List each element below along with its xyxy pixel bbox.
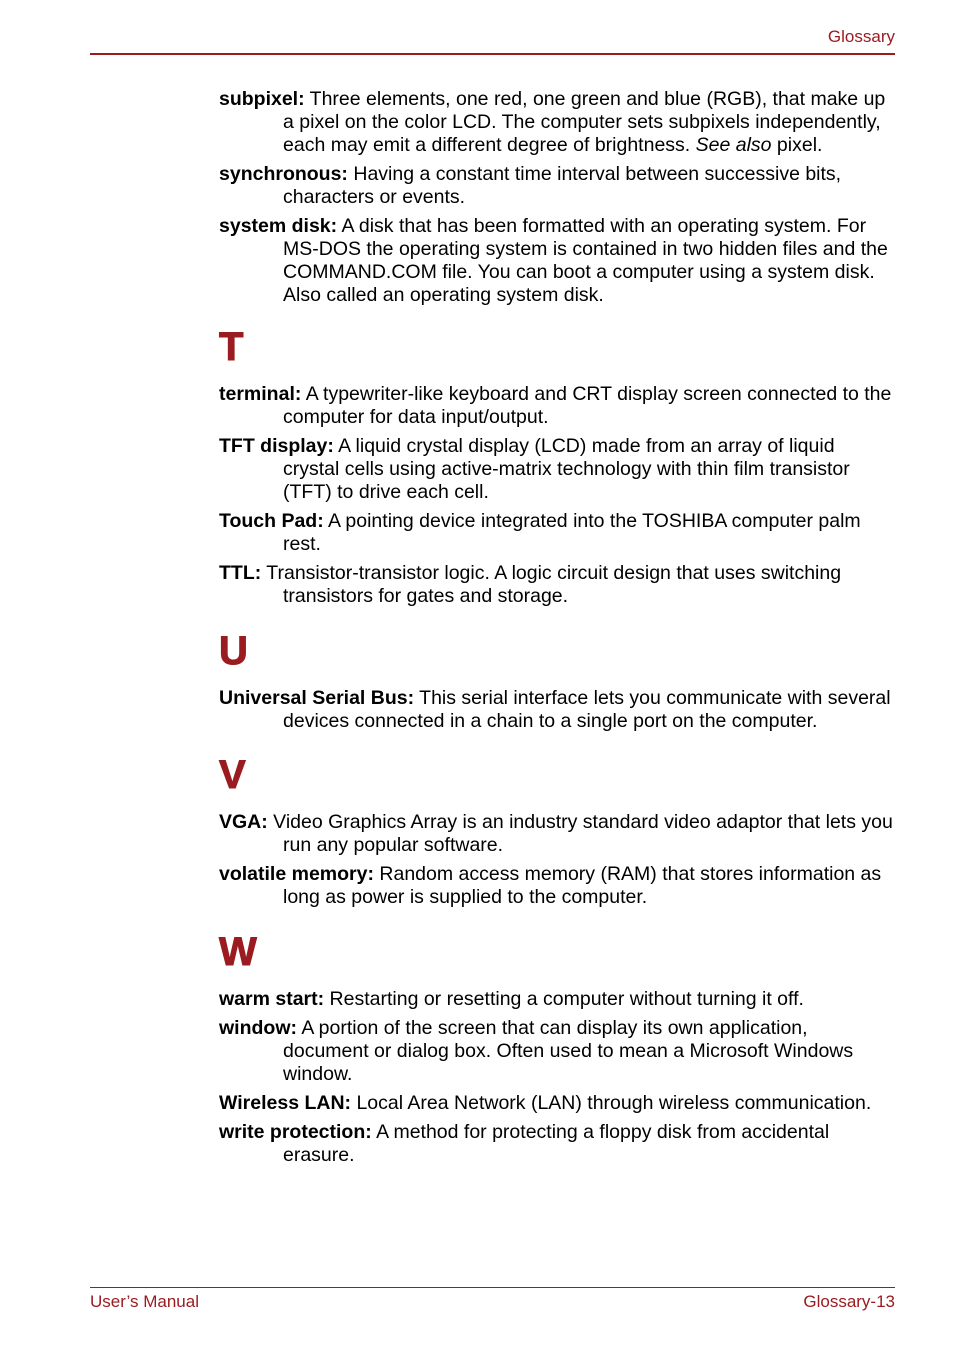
glossary-entry-tft-display bbox=[219, 435, 895, 504]
section-letter-v: V bbox=[219, 753, 246, 797]
footer-manual-title: User’s Manual bbox=[90, 1292, 199, 1311]
entry-term: TTL: bbox=[219, 562, 262, 584]
footer-page-number: Glossary-13 bbox=[803, 1292, 895, 1311]
entry-term: TFT display: bbox=[219, 435, 334, 457]
entry-definition: A typewriter-like keyboard and CRT display screen connected to the computer for data input/output. bbox=[283, 383, 892, 428]
glossary-entry-universal-serial-bus bbox=[219, 687, 895, 733]
entry-definition: Random access memory (RAM) that stores information as long as power is supplied to the computer. bbox=[283, 863, 882, 908]
glossary-entry-wireless-lan bbox=[219, 1092, 895, 1115]
entry-term: synchronous: bbox=[219, 163, 348, 185]
entry-term: Touch Pad: bbox=[219, 510, 324, 532]
glossary-entry-subpixel bbox=[219, 88, 895, 157]
running-header-title: Glossary bbox=[827, 27, 895, 46]
glossary-entry-write-protection bbox=[219, 1121, 895, 1167]
entry-definition: A portion of the screen that can display its own application, document or dialog box. Often used to mean a Microsoft Windows window. bbox=[283, 1017, 854, 1085]
entry-definition: Restarting or resetting a computer without turning it off. bbox=[324, 988, 804, 1010]
glossary-entry-terminal bbox=[219, 383, 895, 429]
section-letter-w: W bbox=[219, 930, 257, 974]
glossary-entry-vga bbox=[219, 811, 895, 857]
entry-definition: A disk that has been formatted with an operating system. For MS-DOS the operating system is contained in two hidden files and the COMMAND.COM file. You can boot a computer using a system disk. Also called an operating system disk. bbox=[283, 215, 888, 306]
glossary-body bbox=[219, 88, 895, 1173]
entry-term: Universal Serial Bus: bbox=[219, 687, 415, 709]
entry-term: write protection: bbox=[219, 1121, 372, 1143]
entry-term: warm start: bbox=[219, 988, 325, 1010]
glossary-entry-synchronous bbox=[219, 163, 895, 209]
entry-term: volatile memory: bbox=[219, 863, 374, 885]
entry-definition: Transistor-transistor logic. A logic circuit design that uses switching transistors for gates and storage. bbox=[261, 562, 842, 607]
entry-definition: Video Graphics Array is an industry standard video adaptor that lets you run any popular software. bbox=[267, 811, 893, 856]
see-also-label: See also bbox=[695, 134, 772, 156]
section-letter-t: T bbox=[219, 325, 244, 369]
glossary-entry-system-disk bbox=[219, 215, 895, 307]
entry-term: window: bbox=[219, 1017, 297, 1039]
glossary-entry-warm-start bbox=[219, 988, 895, 1011]
glossary-entry-window bbox=[219, 1017, 895, 1086]
entry-term: subpixel: bbox=[219, 88, 305, 110]
glossary-entry-touch-pad bbox=[219, 510, 895, 556]
footer-divider bbox=[90, 1287, 895, 1288]
header-divider bbox=[90, 53, 895, 55]
entry-definition: A pointing device integrated into the TOSHIBA computer palm rest. bbox=[283, 510, 861, 555]
section-letter-u: U bbox=[219, 629, 248, 673]
entry-term: system disk: bbox=[219, 215, 338, 237]
glossary-entry-ttl bbox=[219, 562, 895, 608]
entry-definition: Three elements, one red, one green and blue (RGB), that make up a pixel on the color LCD. The computer sets subpixels independently, each may emit a different degree of brightness. bbox=[283, 88, 886, 156]
entry-term: terminal: bbox=[219, 383, 302, 405]
entry-definition: Having a constant time interval between successive bits, characters or events. bbox=[283, 163, 842, 208]
entry-term: Wireless LAN: bbox=[219, 1092, 352, 1114]
see-also-target: pixel. bbox=[771, 134, 823, 156]
entry-definition: This serial interface lets you communicate with several devices connected in a chain to a single port on the computer. bbox=[283, 687, 891, 732]
entry-term: VGA: bbox=[219, 811, 268, 833]
glossary-entry-volatile-memory bbox=[219, 863, 895, 909]
entry-definition: A method for protecting a floppy disk from accidental erasure. bbox=[283, 1121, 830, 1166]
entry-definition: Local Area Network (LAN) through wireless communication. bbox=[351, 1092, 872, 1114]
entry-definition: A liquid crystal display (LCD) made from an array of liquid crystal cells using active-matrix technology with thin film transistor (TFT) to drive each cell. bbox=[283, 435, 850, 503]
